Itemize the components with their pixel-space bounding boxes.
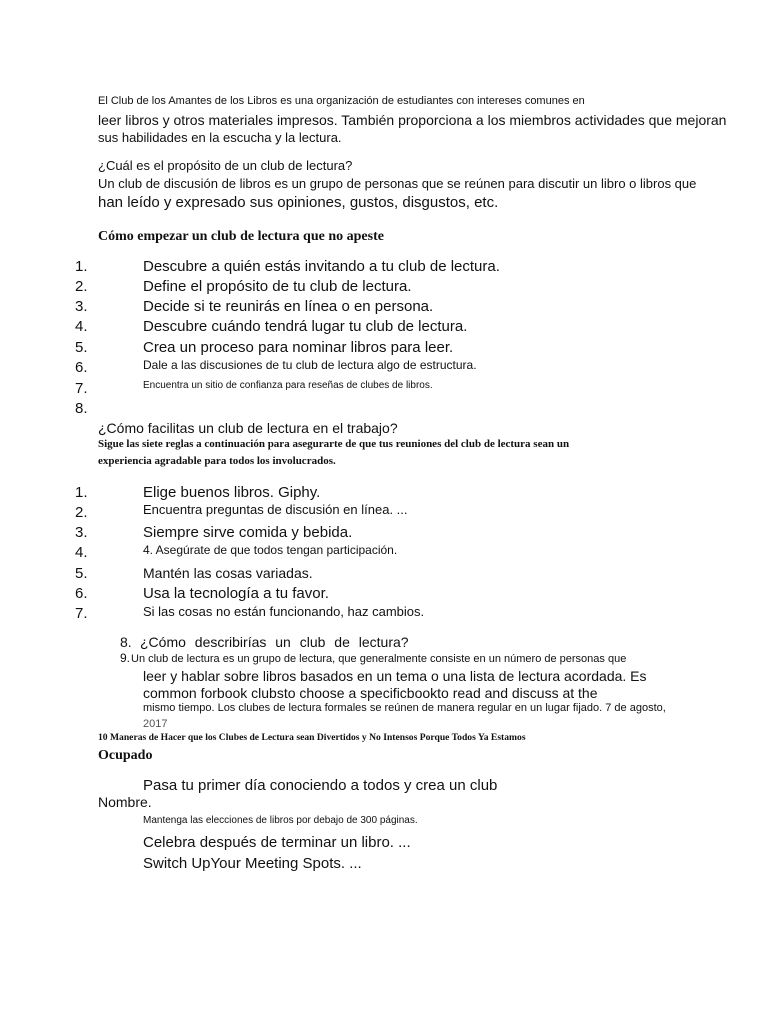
list2-item: Encuentra preguntas de discusión en línea. ... [143,502,408,517]
item9-number: 9. [120,651,131,665]
section2-question: ¿Cómo facilitas un club de lectura en el trabajo? [98,420,398,436]
list1-item: Dale a las discusiones de tu club de lectura algo de estructura. [143,358,477,372]
list2-item: Siempre sirve comida y bebida. [143,524,353,541]
list2-item: Elige buenos libros. Giphy. [143,484,321,501]
list2-number: 5. [75,565,88,582]
list3-item: Celebra después de terminar un libro. ... [143,834,411,851]
list2-number: 4. [75,544,88,561]
list3-item-continuation: Nombre. [98,794,152,810]
list3-item: Mantenga las elecciones de libros por debajo de 300 páginas. [143,815,418,826]
item9-line-2: leer y hablar sobre libros basados en un tema o una lista de lectura acordada. Es [143,668,647,684]
list1-number: 8. [75,400,88,417]
list1-number: 2. [75,278,88,295]
list2-item: Si las cosas no están funcionando, haz cambios. [143,604,425,619]
purpose-answer-1: Un club de discusión de libros es un grupo de personas que se reúnen para discutir un libro o libros que [98,176,697,191]
list2-number: 7. [75,605,88,622]
purpose-question: ¿Cuál es el propósito de un club de lectura? [98,158,353,173]
list1-number: 3. [75,298,88,315]
item8-text: ¿Cómo describirías un club de lectura? [140,634,409,650]
list1-number: 4. [75,318,88,335]
list2-item: 4. Asegúrate de que todos tengan participación. [143,543,398,557]
list2-item: Usa la tecnología a tu favor. [143,585,329,602]
list1-item: Descubre a quién estás invitando a tu club de lectura. [143,258,500,275]
list2-item: Mantén las cosas variadas. [143,565,313,581]
purpose-answer-2: han leído y expresado sus opiniones, gustos, disgustos, etc. [98,194,499,211]
list1-item: Encuentra un sitio de confianza para reseñas de clubes de libros. [143,380,433,391]
section4-heading-1: 10 Maneras de Hacer que los Clubes de Lectura sean Divertidos y No Intensos Porque Todos Ya Estamos [98,732,526,743]
list1-number: 6. [75,359,88,376]
list1-item: Descubre cuándo tendrá lugar tu club de lectura. [143,318,468,335]
list2-number: 6. [75,585,88,602]
intro-line-1: El Club de los Amantes de los Libros es una organización de estudiantes con intereses comunes en [98,95,585,107]
section2-intro-2: experiencia agradable para todos los involucrados. [98,455,336,467]
list2-number: 1. [75,484,88,501]
list1-item: Crea un proceso para nominar libros para leer. [143,339,454,356]
list1-item: Decide si te reunirás en línea o en persona. [143,298,434,315]
item9-line-3: common forbook clubsto choose a specificbookto read and discuss at the [143,685,598,701]
list3-item: Switch UpYour Meeting Spots. ... [143,855,362,872]
list2-number: 3. [75,524,88,541]
section1-heading: Cómo empezar un club de lectura que no apeste [98,229,384,244]
list1-number: 1. [75,258,88,275]
item9-line-5: 2017 [143,718,168,730]
list1-item: Define el propósito de tu club de lectura. [143,278,412,295]
list3-item: Pasa tu primer día conociendo a todos y crea un club [143,777,498,794]
list1-number: 7. [75,380,88,397]
list1-number: 5. [75,339,88,356]
section2-intro-1: Sigue las siete reglas a continuación para asegurarte de que tus reuniones del club de lectura sean un [98,438,570,450]
item9-line-1: Un club de lectura es un grupo de lectura, que generalmente consiste en un número de personas que [131,653,627,665]
list2-number: 2. [75,504,88,521]
item9-line-4: mismo tiempo. Los clubes de lectura formales se reúnen de manera regular en un lugar fijado. 7 de agosto, [143,702,666,714]
item8-number: 8. [120,634,132,650]
intro-line-3: sus habilidades en la escucha y la lectura. [98,130,342,145]
section4-heading-2: Ocupado [98,748,153,763]
intro-line-2: leer libros y otros materiales impresos. También proporciona a los miembros actividades que mejoran [98,112,727,128]
